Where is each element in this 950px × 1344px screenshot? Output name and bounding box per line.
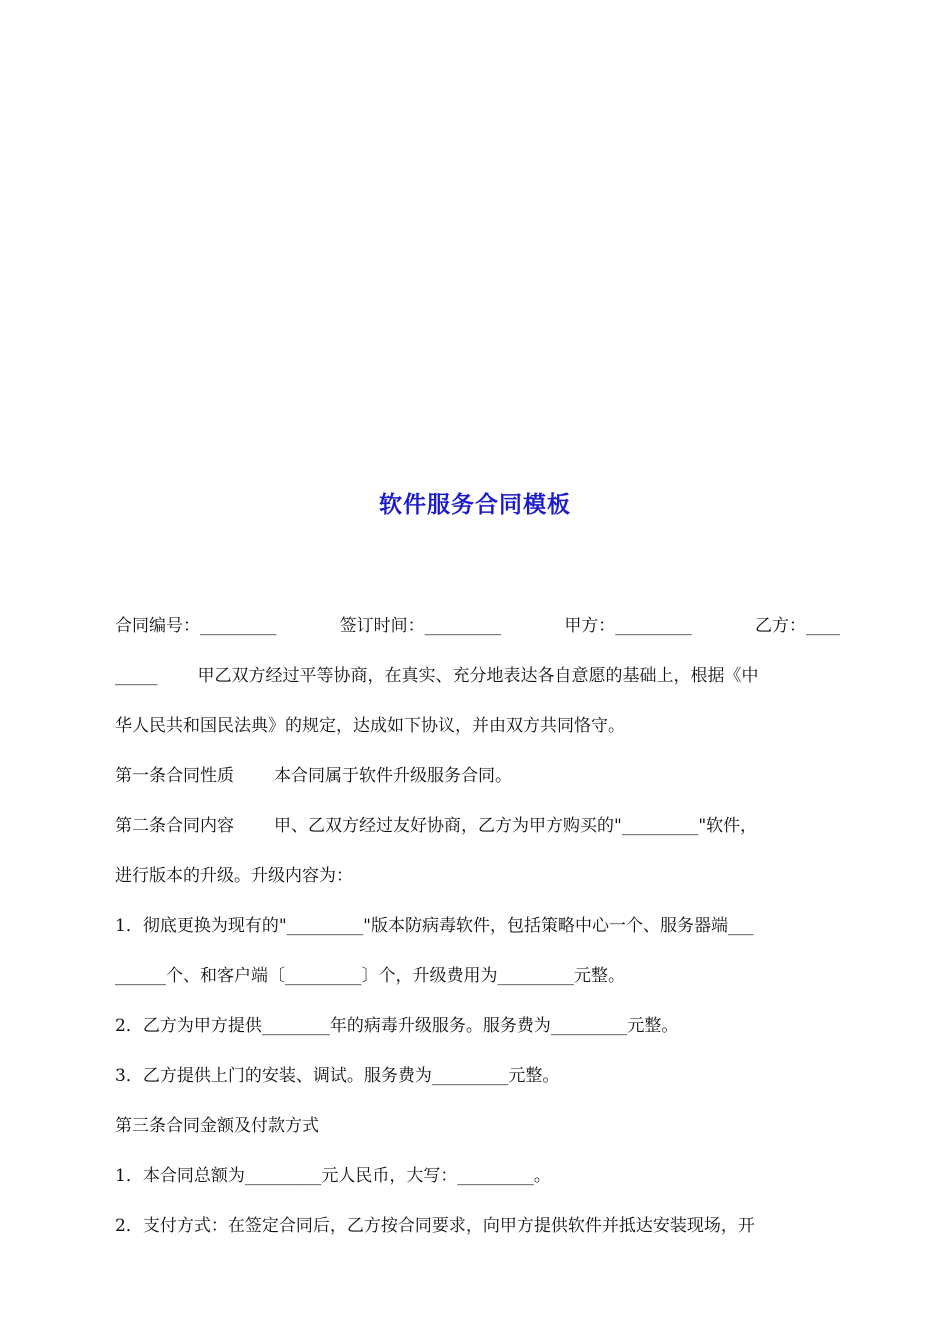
intro-line-1 <box>115 651 840 701</box>
party-b-blank-continued: _____ <box>115 666 158 686</box>
article-1-text: 本合同属于软件升级服务合同。 <box>274 766 512 786</box>
party-b-field: 乙方：____ <box>754 616 840 636</box>
header-fields <box>115 601 840 651</box>
article-2-item-1-cont: ______个、和客户端〔_________〕个，升级费用为_________元整。 <box>115 966 625 986</box>
article-1-heading: 第一条合同性质 <box>115 766 234 786</box>
sign-time-field: 签订时间：_________ <box>339 616 502 636</box>
document-body <box>115 601 840 1251</box>
contract-number-field: 合同编号：_________ <box>115 616 277 636</box>
article-3-item-1: 1．本合同总额为_________元人民币，大写：_________。 <box>115 1166 551 1186</box>
article-1 <box>115 751 840 801</box>
article-2 <box>115 801 840 851</box>
article-3-heading: 第三条合同金额及付款方式 <box>115 1116 319 1136</box>
article-2-item-2: 2．乙方为甲方提供________年的病毒升级服务。服务费为_________元整。 <box>115 1016 679 1036</box>
intro-text: 甲乙双方经过平等协商，在真实、充分地表达各自意愿的基础上，根据《中 <box>197 666 759 686</box>
intro-line-2: 华人民共和国民法典》的规定，达成如下协议，并由双方共同恪守。 <box>115 716 625 736</box>
article-2-item-1: 1．彻底更换为现有的"_________"版本防病毒软件，包括策略中心一个、服务器端___ <box>115 916 754 936</box>
party-a-field: 甲方：_________ <box>564 616 692 636</box>
article-2-heading: 第二条合同内容 <box>115 816 234 836</box>
article-2-item-3: 3．乙方提供上门的安装、调试。服务费为_________元整。 <box>115 1066 560 1086</box>
article-2-text: 甲、乙双方经过友好协商，乙方为甲方购买的"_________"软件， <box>274 816 758 836</box>
document-title: 软件服务合同模板 <box>379 492 571 518</box>
article-3-item-2: 2．支付方式：在签定合同后，乙方按合同要求，向甲方提供软件并抵达安装现场，开 <box>115 1216 755 1236</box>
article-2-line-2: 进行版本的升级。升级内容为： <box>115 866 353 886</box>
